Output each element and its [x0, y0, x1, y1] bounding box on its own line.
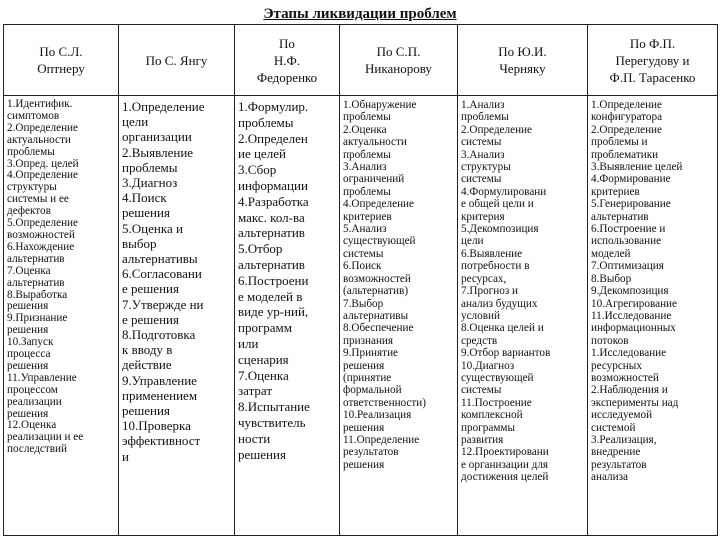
- stage-line: информации: [238, 177, 308, 193]
- stage-line: 5.Генерирование: [591, 198, 671, 211]
- stage-line: 8.Обеспечение: [343, 322, 414, 335]
- stage-line: альтернатив: [591, 210, 649, 223]
- stage-line: 8.Выбор: [591, 272, 632, 285]
- header-line: Перегудову и: [615, 52, 690, 68]
- stage-line: 3.Выявление целей: [591, 161, 683, 174]
- stage-line: макс. кол-ва: [238, 209, 305, 225]
- stage-line: е моделей в: [238, 288, 303, 304]
- stage-line: 10.Реализация: [343, 409, 412, 422]
- stage-line: 3.Опред. целей: [7, 158, 79, 170]
- stage-line: 3.Диагноз: [122, 175, 178, 191]
- stage-line: виде ур-ний,: [238, 304, 309, 320]
- header-nikanorov: [340, 25, 458, 96]
- stage-line: 5.Декомпозиция: [461, 223, 539, 236]
- stage-line: существующей: [343, 235, 416, 248]
- column-chernyak-stages: [458, 96, 588, 536]
- header-line: Н.Ф.: [273, 52, 301, 68]
- stage-line: решения: [7, 360, 49, 372]
- stage-line: решения: [343, 458, 385, 471]
- stage-line: информационных: [591, 322, 676, 335]
- stage-line: 4.Разработка: [238, 193, 309, 209]
- stage-line: е общей цели и: [461, 198, 534, 211]
- stage-line: возможностей: [343, 272, 411, 285]
- stage-line: 2.Оценка: [343, 123, 387, 136]
- stage-line: условий: [461, 309, 500, 322]
- stage-line: симптомов: [7, 110, 60, 122]
- stage-line: 6.Поиск: [343, 260, 382, 273]
- stage-line: альтернатив: [238, 256, 305, 272]
- stage-line: проблемы: [122, 159, 178, 175]
- stage-line: системы: [461, 136, 502, 149]
- stage-line: альтернативы: [343, 309, 409, 322]
- stage-line: 9.Отбор вариантов: [461, 347, 551, 360]
- stage-line: 1.Анализ: [461, 99, 505, 111]
- stage-line: 6.Выявление: [461, 247, 523, 260]
- stage-line: процесса: [7, 349, 51, 361]
- stage-line: ности: [238, 430, 271, 446]
- stage-line: (альтернатив): [343, 285, 409, 298]
- stage-line: решения: [7, 301, 49, 313]
- stage-line: эксперименты над: [591, 396, 679, 409]
- stage-line: 2.Определение: [591, 123, 663, 136]
- stage-line: 10.Запуск: [7, 337, 54, 349]
- stage-line: последствий: [7, 444, 68, 456]
- stage-line: 7.Выбор: [343, 297, 384, 310]
- stage-line: 5.Определение: [7, 218, 79, 230]
- stage-line: е решения: [122, 281, 179, 297]
- stage-line: 4.Определение: [7, 170, 79, 182]
- stage-line: результатов: [343, 446, 399, 459]
- page-title: Этапы ликвидации проблем: [263, 6, 457, 22]
- stage-line: 5.Анализ: [343, 223, 387, 236]
- stage-line: 8.Оценка целей и: [461, 322, 544, 335]
- stage-line: е решения: [122, 311, 179, 327]
- stage-line: моделей: [591, 247, 631, 260]
- stage-line: решения: [7, 408, 49, 420]
- stage-line: ответственности): [343, 396, 426, 409]
- stage-line: 2.Определение: [7, 122, 79, 134]
- stage-line: 10.Диагноз: [461, 359, 515, 372]
- stage-line: действие: [122, 357, 172, 373]
- header-line: Ф.П. Тарасенко: [609, 69, 696, 85]
- stage-line: системой: [591, 421, 636, 434]
- stage-line: выбор: [122, 235, 157, 251]
- stage-line: 1.Определение: [122, 99, 205, 114]
- stage-line: системы: [343, 247, 384, 260]
- stage-line: программы: [461, 421, 515, 434]
- stage-line: решения: [343, 359, 385, 372]
- stage-line: 9.Признание: [7, 313, 68, 325]
- stage-line: существующей: [461, 371, 534, 384]
- stage-line: потребности в: [461, 260, 530, 273]
- stage-line: признания: [343, 334, 394, 347]
- stage-line: исследуемой: [591, 409, 653, 422]
- stage-line: проблемы: [343, 185, 391, 198]
- stage-line: е организации для: [461, 458, 549, 471]
- stage-line: 2.Выявление: [122, 144, 194, 160]
- column-peregudov-tarasenko-stages: [588, 96, 718, 536]
- header-line: По: [279, 35, 295, 51]
- stage-line: критерия: [461, 210, 505, 223]
- stage-line: проблемы: [343, 148, 391, 161]
- header-line: По С. Янгу: [145, 52, 208, 68]
- stage-line: системы: [461, 173, 502, 186]
- stage-line: 7.Оптимизация: [591, 260, 664, 273]
- stage-line: организации: [122, 129, 192, 145]
- stage-line: анализа: [591, 471, 628, 484]
- stage-line: структуры: [7, 182, 57, 194]
- stage-line: потоков: [591, 334, 629, 347]
- stage-line: решения: [343, 421, 385, 434]
- stage-line: и: [122, 448, 129, 464]
- stage-line: 7.Оценка: [238, 367, 289, 383]
- stage-line: проблемы: [7, 146, 55, 158]
- stage-line: альтернатив: [7, 277, 65, 289]
- table-row: [4, 96, 718, 536]
- stage-line: цели: [461, 235, 484, 248]
- stage-line: 4.Определение: [343, 198, 415, 211]
- stage-line: проблемы и: [591, 136, 648, 149]
- stage-line: 7.Прогноз и: [461, 285, 519, 298]
- header-line: По С.Л.: [39, 44, 83, 59]
- stage-line: актуальности: [343, 136, 407, 149]
- stage-line: средств: [461, 334, 498, 347]
- stages-table: [3, 24, 718, 536]
- stage-line: сценария: [238, 351, 289, 367]
- stage-line: использование: [591, 235, 662, 248]
- stage-line: альтернатив: [238, 225, 305, 241]
- stage-line: системы и ее: [7, 194, 69, 206]
- stage-line: 3.Анализ: [343, 161, 387, 174]
- stage-line: 12.Проектировани: [461, 446, 549, 459]
- stage-line: чувствитель: [238, 414, 306, 430]
- stage-line: 11.Управление: [7, 372, 77, 384]
- stage-line: ресурсах,: [461, 272, 507, 285]
- stage-line: 6.Построение и: [591, 223, 666, 236]
- header-line: Оптнеру: [37, 61, 85, 76]
- stage-line: 1.Определение: [591, 99, 663, 111]
- stage-line: критериев: [343, 210, 392, 223]
- stage-line: структуры: [461, 161, 511, 174]
- stage-line: затрат: [238, 383, 273, 399]
- stage-line: анализ будущих: [461, 297, 538, 310]
- stage-line: решения: [7, 325, 49, 337]
- column-oppner-stages: [4, 96, 119, 536]
- header-line: Никанорову: [365, 61, 432, 76]
- stage-line: системы: [461, 384, 502, 397]
- stage-line: ресурсных: [591, 359, 642, 372]
- stage-line: к вводу в: [122, 342, 173, 358]
- stage-line: 6.Нахождение: [7, 241, 75, 253]
- stage-line: процессом: [7, 384, 58, 396]
- stage-line: формальной: [343, 384, 402, 397]
- stage-line: 9.Управление: [122, 372, 197, 388]
- stage-line: 8.Подготовка: [122, 327, 196, 343]
- stage-line: 2.Наблюдения и: [591, 384, 668, 397]
- stage-line: конфигуратора: [591, 111, 663, 124]
- stage-line: решения: [238, 446, 286, 462]
- column-fedorenko-stages: [235, 96, 340, 536]
- stage-line: цели: [122, 114, 149, 130]
- stage-line: 9.Декомпозиция: [591, 285, 669, 298]
- stage-line: 11.Определение: [343, 433, 420, 446]
- stage-line: 6.Согласовани: [122, 266, 202, 282]
- stage-line: реализации: [7, 396, 62, 408]
- stage-line: 6.Построени: [238, 272, 309, 288]
- stage-line: 3.Сбор: [238, 162, 277, 178]
- header-oppner: [4, 25, 119, 96]
- stage-line: проблемы: [461, 111, 509, 124]
- stage-line: 11.Построение: [461, 396, 532, 409]
- stage-line: применением: [122, 387, 198, 403]
- column-nikanorov-stages: [340, 96, 458, 536]
- stage-line: ограничений: [343, 173, 405, 186]
- stage-line: 7.Оценка: [7, 265, 51, 277]
- stage-line: 3.Реализация,: [591, 433, 657, 446]
- header-line: По Ю.И.: [498, 44, 547, 59]
- header-line: Федоренко: [256, 69, 318, 85]
- stage-line: 5.Оценка и: [122, 220, 183, 236]
- stage-line: возможностей: [591, 371, 659, 384]
- stage-line: программ: [238, 320, 293, 336]
- stage-line: 11.Исследование: [591, 309, 672, 322]
- stage-line: 1.Идентифик.: [7, 99, 73, 110]
- stage-line: 1.Формулир.: [238, 99, 309, 114]
- stage-line: дефектов: [7, 206, 51, 218]
- column-yang-stages: [119, 96, 235, 536]
- header-chernyak: [458, 25, 588, 96]
- stage-line: 2.Определен: [238, 130, 308, 146]
- stage-line: 4.Формулировани: [461, 185, 547, 198]
- stage-line: ие целей: [238, 146, 286, 162]
- stage-line: проблемы: [343, 111, 391, 124]
- stage-line: 3.Анализ: [461, 148, 505, 161]
- header-fedorenko: [235, 25, 340, 96]
- stage-line: комплексной: [461, 409, 523, 422]
- stage-line: развития: [461, 433, 504, 446]
- stage-line: альтернатив: [7, 253, 65, 265]
- stage-line: проблематики: [591, 148, 659, 161]
- stage-line: 1.Обнаружение: [343, 99, 417, 111]
- stage-line: решения: [122, 205, 170, 221]
- stage-line: 10.Агрегирование: [591, 297, 678, 310]
- stage-line: 4.Формирование: [591, 173, 671, 186]
- stage-line: 8.Выработка: [7, 289, 68, 301]
- stage-line: 9.Принятие: [343, 347, 399, 360]
- stage-line: или: [238, 335, 259, 351]
- header-yang: [119, 25, 235, 96]
- stage-line: эффективност: [122, 433, 201, 449]
- header-line: По С.П.: [376, 44, 421, 59]
- stage-line: 8.Испытание: [238, 399, 310, 415]
- stage-line: 12.Оценка: [7, 420, 57, 432]
- stage-line: внедрение: [591, 446, 641, 459]
- header-row: [4, 25, 718, 96]
- stage-line: 2.Определение: [461, 123, 533, 136]
- header-line: По Ф.П.: [629, 35, 676, 51]
- stage-line: достижения целей: [461, 471, 549, 484]
- stage-line: результатов: [591, 458, 647, 471]
- stage-line: (принятие: [343, 371, 392, 384]
- stage-line: решения: [122, 403, 170, 419]
- stage-line: 10.Проверка: [122, 418, 191, 434]
- stage-line: возможностей: [7, 229, 75, 241]
- stage-line: 7.Утвержде ни: [122, 296, 204, 312]
- stage-line: альтернативы: [122, 251, 198, 267]
- stage-line: 4.Поиск: [122, 190, 167, 206]
- stage-line: реализации и ее: [7, 432, 84, 444]
- stage-line: 5.Отбор: [238, 241, 283, 257]
- header-peregudov-tarasenko: [588, 25, 718, 96]
- header-line: Черняку: [499, 61, 546, 76]
- stage-line: критериев: [591, 185, 640, 198]
- stage-line: 1.Исследование: [591, 347, 667, 360]
- stage-line: проблемы: [238, 114, 294, 130]
- stage-line: актуальности: [7, 134, 71, 146]
